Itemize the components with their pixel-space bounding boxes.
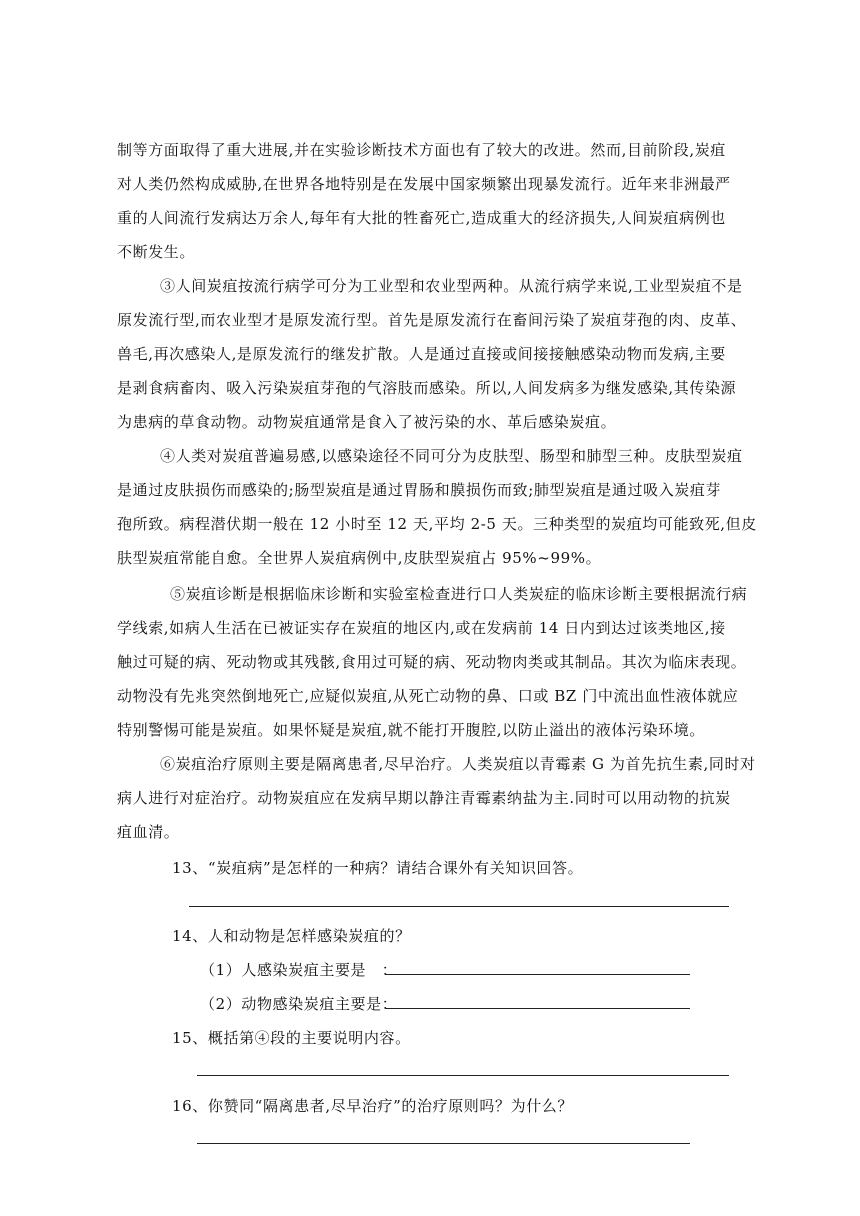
paragraph-6-line-1: ⑥炭疽治疗原则主要是隔离患者,尽早治疗。人类炭疽以青霉素 G 为首先抗生素,同时对 bbox=[160, 755, 756, 773]
paragraph-2-line-3: 重的人间流行发病达万余人,每年有大批的牲畜死亡,造成重大的经济损失,人间炭疽病例也 bbox=[117, 209, 726, 227]
paragraph-4-line-1: ④人类对炭疽普遍易感,以感染途径不同可分为皮肤型、肠型和肺型三种。皮肤型炭疽 bbox=[160, 447, 743, 465]
paragraph-2-line-4: 不断发生。 bbox=[117, 243, 196, 261]
question-15: 15、概括第④段的主要说明内容。 bbox=[172, 1029, 411, 1047]
answer-line-14-2[interactable] bbox=[385, 1008, 690, 1009]
paragraph-4-line-3: 孢所致。病程潜伏期一般在 12 小时至 12 天,平均 2-5 天。三种类型的炭疽均可能致死,但皮 bbox=[117, 515, 757, 533]
paragraph-5-line-2: 学线索,如病人生活在已被证实存在炭疽的地区内,或在发病前 14 日内到达过该类地区,接 bbox=[117, 619, 726, 637]
paragraph-3-line-2: 原发流行型,而农业型才是原发流行型。首先是原发流行在畜间污染了炭疽芽孢的肉、皮革、 bbox=[117, 311, 747, 329]
paragraph-2-line-1: 制等方面取得了重大进展,并在实验诊断技术方面也有了较大的改进。然而,目前阶段,炭疽 bbox=[117, 141, 726, 159]
paragraph-3-line-3: 兽毛,再次感染人,是原发流行的继发扩散。人是通过直接或间接接触感染动物而发病,主要 bbox=[117, 345, 726, 363]
paragraph-6-line-2: 病人进行对症治疗。动物炭疽应在发病早期以静注青霉素纳盐为主.同时可以用动物的抗炭 bbox=[117, 789, 731, 807]
question-14-part-1: （1）人感染炭疽主要是 ： bbox=[200, 961, 398, 979]
question-14: 14、人和动物是怎样感染炭疽的？ bbox=[172, 927, 411, 945]
paragraph-4-line-2: 是通过皮肤损伤而感染的;肠型炭疽是通过胃肠和膜损伤而致;肺型炭疽是通过吸入炭疽芽 bbox=[117, 481, 722, 499]
paragraph-3-line-1: ③人间炭疽按流行病学可分为工业型和农业型两种。从流行病学来说,工业型炭疽不是 bbox=[160, 277, 743, 295]
paragraph-5-line-3: 触过可疑的病、死动物或其残骸,食用过可疑的病、死动物肉类或其制品。其次为临床表现。 bbox=[117, 653, 747, 671]
answer-line-16[interactable] bbox=[197, 1143, 690, 1144]
paragraph-6-line-3: 疽血清。 bbox=[117, 823, 180, 841]
paragraph-2-line-2: 对人类仍然构成威胁,在世界各地特别是在发展中国家频繁出现暴发流行。近年来非洲最严 bbox=[117, 175, 731, 193]
answer-line-13[interactable] bbox=[189, 906, 729, 907]
paragraph-5-line-4: 动物没有先兆突然倒地死亡,应疑似炭疽,从死亡动物的鼻、口或 BZ 门中流出血性液体就应 bbox=[117, 687, 739, 705]
paragraph-3-line-4: 是剥食病畜肉、吸入污染炭疽芽孢的气溶肢而感染。所以,人间发病多为继发感染,其传染源 bbox=[117, 379, 737, 397]
paragraph-5-line-1: ⑤炭疽诊断是根据临床诊断和实验室检查进行口人类炭症的临床诊断主要根据流行病 bbox=[170, 585, 748, 603]
question-14-part-2: （2）动物感染炭疽主要是： bbox=[200, 995, 398, 1013]
answer-line-14-1[interactable] bbox=[385, 974, 690, 975]
question-13: 13、“炭疽病”是怎样的一种病？请结合课外有关知识回答。 bbox=[172, 859, 584, 877]
paragraph-4-line-4: 肤型炭疽常能自愈。全世界人炭疽病例中,皮肤型炭疽占 95%~99%。 bbox=[117, 549, 602, 567]
paragraph-5-line-5: 特别警惕可能是炭疽。如果怀疑是炭疽,就不能打开腹腔,以防止溢出的液体污染环境。 bbox=[117, 721, 705, 739]
paragraph-3-line-5: 为患病的草食动物。动物炭疽通常是食入了被污染的水、革后感染炭疽。 bbox=[117, 413, 617, 431]
answer-line-15[interactable] bbox=[197, 1075, 729, 1076]
question-16: 16、你赞同“隔离患者,尽早治疗”的治疗原则吗？为什么？ bbox=[172, 1097, 573, 1115]
